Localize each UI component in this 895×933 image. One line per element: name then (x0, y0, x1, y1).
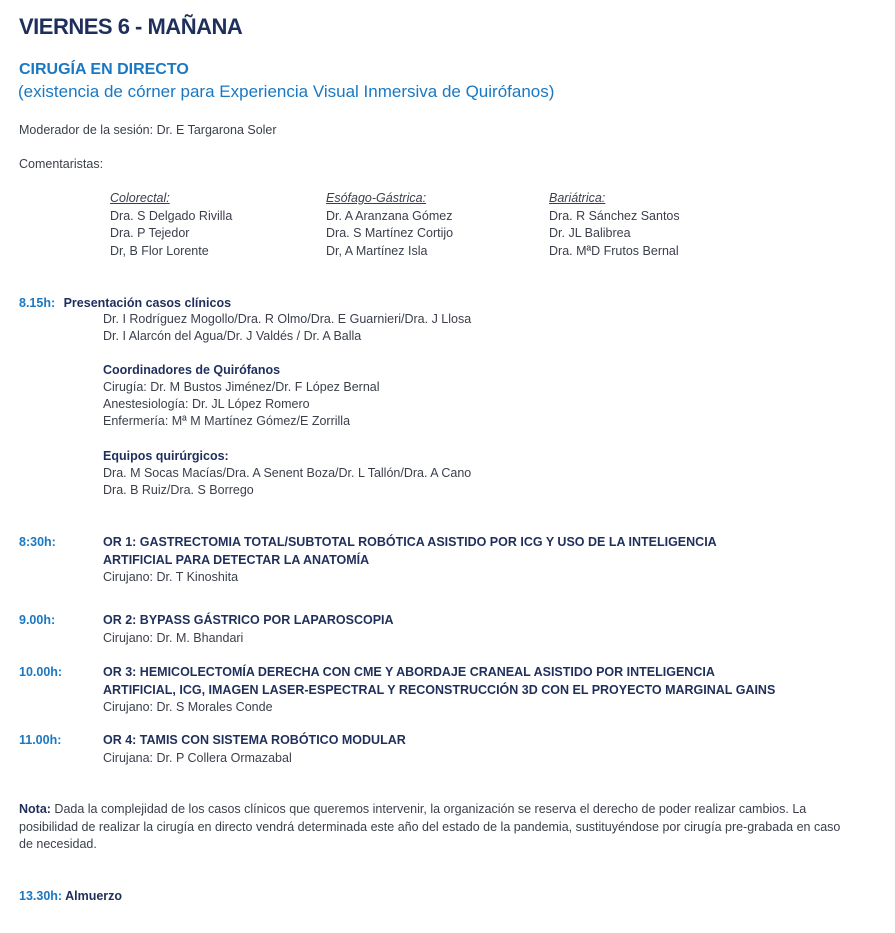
commentator-area: Bariátrica: (549, 191, 606, 205)
commentator-name: Dr, A Martínez Isla (326, 243, 428, 258)
commentator-name: Dr. JL Balibrea (549, 226, 631, 240)
session-or3 (103, 664, 775, 716)
coordinators-block (103, 362, 380, 430)
session-title-line: OR 3: HEMICOLECTOMÍA DERECHA CON CME Y ABORDAJE CRANEAL ASISTIDO POR INTELIGENCIA (103, 665, 715, 679)
moderator: Moderador de la sesión: Dr. E Targarona Soler (19, 123, 277, 137)
commentator-name: Dra. S Delgado Rivilla (110, 208, 233, 223)
commentator-name: Dra. MªD Frutos Bernal (549, 243, 679, 258)
session-title-line: OR 2: BYPASS GÁSTRICO POR LAPAROSCOPIA (103, 613, 394, 627)
note-paragraph (19, 801, 849, 854)
teams-title: Equipos quirúrgicos: (103, 449, 229, 463)
lunch-label: Almuerzo (62, 889, 123, 903)
commentator-name: Dra. R Sánchez Santos (549, 208, 680, 223)
commentators-colorectal (110, 190, 232, 260)
session-title-line: OR 1: GASTRECTOMIA TOTAL/SUBTOTAL ROBÓTICA ASISTIDO POR ICG Y USO DE LA INTELIGENCIA (103, 535, 717, 549)
session-or4 (103, 732, 406, 767)
lunch (19, 887, 122, 905)
commentators-esofago (326, 190, 453, 260)
session-title-line: ARTIFICIAL PARA DETECTAR LA ANATOMÍA (103, 552, 370, 567)
session-surgeon: Cirujano: Dr. S Morales Conde (103, 700, 273, 714)
commentator-area: Colorectal: (110, 191, 170, 205)
coordinator-line: Anestesiología: Dr. JL López Romero (103, 397, 310, 411)
session-or1 (103, 534, 717, 586)
session-time: 11.00h: (19, 733, 62, 747)
session-time: 8:30h: (19, 535, 56, 549)
coordinator-line: Enfermería: Mª M Martínez Gómez/E Zorrilla (103, 414, 351, 428)
session-title-line: ARTIFICIAL, ICG, IMAGEN LASER-ESPECTRAL Y RECONSTRUCCIÓN 3D CON EL PROYECTO MARGINAL GAINS (103, 682, 776, 697)
commentator-name: Dra. P Tejedor (110, 226, 190, 240)
session-time: 10.00h: (19, 665, 63, 679)
note-text: Dada la complejidad de los casos clínicos que queremos intervenir, la organización se reserva el derecho de poder realizar cambios. La posibilidad de realizar la cirugía en directo vendrá determinada este año del estado de la pandemia, sustituyéndose por cirugía pre-grabada en caso de necesidad. (19, 802, 841, 851)
commentators-label: Comentaristas: (19, 157, 104, 171)
team-line: Dra. B Ruiz/Dra. S Borrego (103, 483, 254, 497)
presentation-title: Presentación casos clínicos (63, 296, 232, 310)
presentation-time: 8.15h: (19, 296, 56, 310)
lunch-time: 13.30h: (19, 889, 63, 903)
team-line: Dra. M Socas Macías/Dra. A Senent Boza/Dr. L Tallón/Dra. A Cano (103, 466, 472, 480)
day-title: VIERNES 6 - MAÑANA (19, 14, 243, 39)
session-surgeon: Cirujana: Dr. P Collera Ormazabal (103, 750, 292, 765)
speaker-line: Dr. I Rodríguez Mogollo/Dra. R Olmo/Dra. E Guarnieri/Dra. J Llosa (103, 312, 472, 326)
commentators-bariatrica (549, 190, 680, 260)
teams-block (103, 448, 471, 499)
commentator-name: Dr, B Flor Lorente (110, 243, 209, 258)
session-surgeon: Cirujano: Dr. M. Bhandari (103, 630, 244, 645)
commentator-name: Dr. A Aranzana Gómez (326, 208, 453, 223)
commentator-area: Esófago-Gástrica: (326, 191, 427, 205)
session-surgeon: Cirujano: Dr. T Kinoshita (103, 570, 239, 584)
commentator-name: Dra. S Martínez Cortijo (326, 226, 454, 240)
note-label: Nota: (19, 802, 51, 816)
speaker-line: Dr. I Alarcón del Agua/Dr. J Valdés / Dr. A Balla (103, 329, 362, 343)
presentation-header (19, 294, 231, 312)
session-time: 9.00h: (19, 613, 56, 627)
presentation-speakers (103, 311, 471, 345)
session-or2 (103, 612, 394, 647)
coordinator-line: Cirugía: Dr. M Bustos Jiménez/Dr. F López Bernal (103, 380, 380, 394)
coordinators-title: Coordinadores de Quirófanos (103, 363, 281, 377)
section-title: CIRUGÍA EN DIRECTO (19, 61, 189, 78)
section-subtitle: (existencia de córner para Experiencia Visual Inmersiva de Quirófanos) (18, 82, 555, 101)
session-title-line: OR 4: TAMIS CON SISTEMA ROBÓTICO MODULAR (103, 733, 406, 747)
